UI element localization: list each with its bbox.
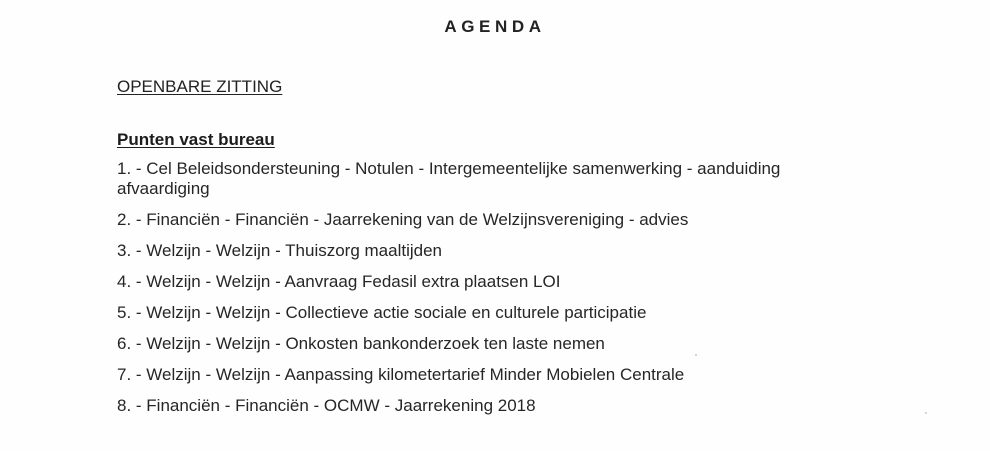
agenda-item-8: 8. - Financiën - Financiën - OCMW - Jaarrekening 2018 xyxy=(117,396,536,415)
section-heading-openbare-zitting: OPENBARE ZITTING xyxy=(117,77,283,96)
agenda-title: AGENDA xyxy=(444,17,546,36)
agenda-item-5: 5. - Welzijn - Welzijn - Collectieve actie sociale en culturele participatie xyxy=(117,303,647,322)
scan-speck xyxy=(695,354,697,356)
agenda-items-list xyxy=(117,159,877,427)
scan-speck xyxy=(925,412,927,414)
agenda-item-7: 7. - Welzijn - Welzijn - Aanpassing kilometertarief Minder Mobielen Centrale xyxy=(117,365,685,384)
agenda-item-6: 6. - Welzijn - Welzijn - Onkosten bankonderzoek ten laste nemen xyxy=(117,334,605,353)
agenda-item-2: 2. - Financiën - Financiën - Jaarrekening van de Welzijnsvereniging - advies xyxy=(117,210,689,229)
subsection-heading-punten-vast-bureau: Punten vast bureau xyxy=(117,130,275,149)
agenda-item-3: 3. - Welzijn - Welzijn - Thuiszorg maaltijden xyxy=(117,241,443,260)
agenda-item-1: 1. - Cel Beleidsondersteuning - Notulen - Intergemeentelijke samenwerking - aanduiding afvaardiging xyxy=(117,159,781,198)
agenda-item-4: 4. - Welzijn - Welzijn - Aanvraag Fedasil extra plaatsen LOI xyxy=(117,272,561,291)
